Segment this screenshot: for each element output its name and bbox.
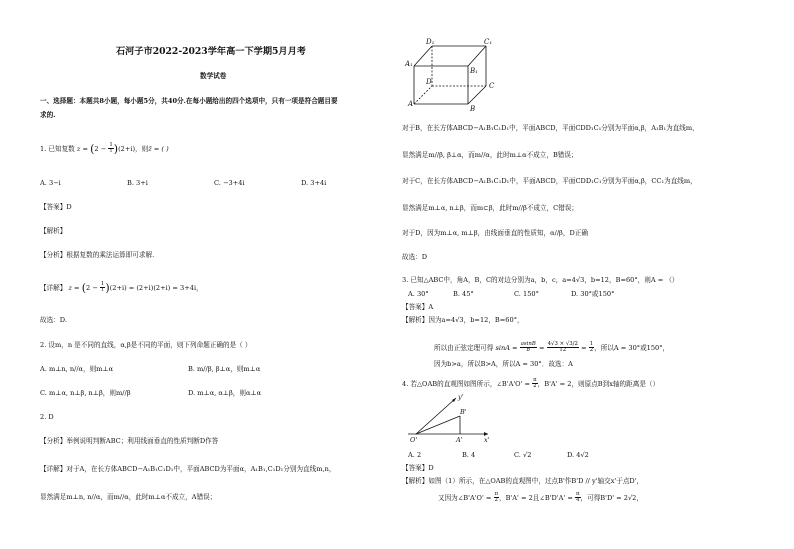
- q2-line-c: 对于C，在长方体ABCD−A₁B₁C₁D₁中，平面ABCD，平面CDD₁C₁分别为平面α,β，CC₁为直线m，: [402, 177, 697, 185]
- q3-sine-rule: [434, 342, 669, 354]
- paren-open: (: [81, 281, 86, 295]
- q3-option-c: C. 150°: [514, 290, 539, 298]
- q3-frac1-den: b: [526, 347, 530, 354]
- q4-deriv-frac1-num: π: [494, 491, 499, 497]
- q4-deriv-frac2-num: π: [575, 491, 580, 497]
- label-a1: A₁: [405, 60, 413, 68]
- q3-answer: 【答案】A: [402, 303, 434, 311]
- q2-line-b: 对于B，在长方体ABCD−A₁B₁C₁D₁中，平面ABCD，平面CDD₁C₁分别为平面α,β，A₁B₁为直线m，: [402, 124, 699, 132]
- q3-sin-lhs: sinA =: [495, 343, 518, 352]
- q4-stem-frac-num: π: [533, 377, 537, 383]
- label-y: y': [458, 393, 464, 401]
- q3-jiexi: 【解析】因为a=4√3，b=12，B=60°，: [402, 316, 524, 324]
- q1-option-a: A. 3−i: [40, 179, 61, 187]
- q3-frac-2: [547, 342, 579, 354]
- q1-xiangjie-frac-den: i: [101, 287, 104, 294]
- label-c1: C₁: [484, 38, 493, 46]
- q4-deriv-frac1-den: 2: [494, 497, 498, 504]
- q3-frac2-num: 4√3 × √3/2: [547, 341, 578, 347]
- q2-option-b: B. m//β, β⊥α，则m⊥α: [188, 365, 261, 373]
- q4-deriv-frac2-den: 4: [576, 497, 580, 504]
- edge-bc: [468, 86, 486, 104]
- q2-line-b2: 显然满足m//β, β⊥α，而m//α，此时m⊥α不成立，B错误；: [402, 151, 578, 159]
- q2-xiangjie-2: 显然满足m⊥n, n//α，而m//α，此时m⊥α不成立，A错误；: [40, 493, 217, 501]
- section-heading: 一、选择题：本题共8小题，每小题5分，共40分.在每小题给出的四个选项中，只有一项是符合题目要: [40, 97, 338, 105]
- q2-option-c: C. m⊥α, n⊥β, n⊥β，则m//β: [40, 389, 131, 397]
- q1-xiangjie-frac-num: 1: [100, 281, 105, 287]
- q1-stem-z: z =: [76, 144, 88, 153]
- q1-xiangjie-pre: 【详解】: [40, 283, 67, 292]
- q2-guxuan: 故选：D: [402, 253, 428, 261]
- q2-answer: 2. D: [40, 413, 54, 421]
- q3-frac3-num: 1: [589, 341, 594, 347]
- label-o: O': [410, 436, 418, 444]
- edge-b1c1: [468, 46, 486, 66]
- q3-eq-2: =: [581, 343, 587, 352]
- q4-figure: [404, 392, 494, 444]
- q3-eq-1: =: [538, 343, 545, 352]
- paren-close: ): [113, 142, 119, 156]
- q2-option-a: A. m⊥n, n//α，则m⊥α: [40, 365, 114, 373]
- q4-stem-mid: ，B'A' = 2，则原点B到x轴的距离是（）: [537, 379, 660, 388]
- q4-option-a: A. 2: [408, 451, 422, 459]
- q3-option-b: B. 45°: [453, 290, 474, 298]
- label-b: B: [470, 105, 476, 112]
- q1-fenxi: 【分析】根据复数的乘法运算即可求解.: [40, 251, 155, 259]
- label-b1: B₁: [470, 67, 478, 75]
- q1-stem-pre: 1. 已知复数: [40, 144, 75, 153]
- q1-xiangjie-z: z =: [68, 283, 80, 292]
- label-x: x': [484, 436, 490, 444]
- q2-line-d: 对于D，因为m⊥α, m⊥β，由线面垂直的性质知，α//β，D正确: [402, 229, 588, 237]
- q3-frac3-den: 2: [589, 347, 594, 354]
- page-subtitle: 数学试卷: [200, 72, 227, 80]
- q1-option-d: D. 3+4i: [301, 179, 327, 187]
- q4-deriv-post: ，可得B'D' = 2√2，: [580, 493, 643, 502]
- label-a: A': [456, 436, 463, 444]
- q3-sine-post: ，所以A = 30°或150°，: [594, 343, 670, 352]
- q1-jiexi: 【解析】: [40, 227, 67, 235]
- edge-ad: [414, 86, 432, 104]
- label-b: B': [460, 408, 467, 416]
- q1-option-c: C. −3+4i: [214, 179, 245, 187]
- cuboid-figure: [398, 36, 508, 112]
- q3-option-a: A. 30°: [408, 290, 429, 298]
- label-d1: D₁: [426, 38, 435, 46]
- q1-answer: 【答案】D: [40, 203, 72, 211]
- q4-deriv-pre: 又因为∠B'A'O' =: [438, 493, 492, 502]
- q3-option-d: D. 30°或150°: [571, 290, 615, 298]
- q1-xiangjie-mid: (2+i) = (2+i)(2+i) = 3+4i: [109, 283, 197, 292]
- q1-stem-zbar: z̄ = ( ): [148, 144, 169, 153]
- q3-stem: 3. 已知△ABC中，角A，B，C的对边分别为a，b，c，a=4√3，b=12，B=60°，则A = （）: [402, 276, 679, 284]
- q1-xiangjie-two: 2 −: [86, 283, 98, 292]
- q4-option-c: C. √2: [514, 451, 532, 459]
- q1-xiangjie: [40, 282, 203, 294]
- page-title: 石河子市2022-2023学年高一下学期5月月考: [116, 46, 306, 57]
- q3-conclusion: 因为b>a，所以B>A，所以A = 30°．故选：A: [434, 360, 573, 368]
- q1-frac-num: 1: [109, 142, 113, 148]
- q1-stem: [40, 143, 169, 155]
- q4-stem: [402, 378, 659, 390]
- q4-answer: 【答案】D: [402, 464, 434, 472]
- q4-option-d: D. 4√2: [567, 451, 589, 459]
- label-d: D: [426, 78, 432, 86]
- q3-frac-1: [520, 342, 537, 354]
- q1-stem-tail: (2+i): [118, 144, 136, 153]
- segment-ob: [416, 416, 460, 434]
- q4-jiexi: 【解析】如图（1）所示，在△OAB的直观图中，过点B'作B'D // y'轴交x'于点D'，: [402, 477, 644, 485]
- label-a: A: [408, 100, 414, 108]
- label-c: C: [489, 82, 495, 90]
- q2-option-d: D. m⊥α, α⊥β，则α⊥α: [188, 389, 262, 397]
- q2-stem: 2. 设m，n 是不同的直线，α,β是不同的平面，则下列命题正确的是（ ）: [40, 341, 252, 349]
- paren-close: ): [105, 281, 110, 295]
- q3-frac2-den: 12: [559, 347, 567, 354]
- edge-a1d1: [414, 46, 432, 66]
- section-heading-cont: 求的.: [40, 111, 56, 119]
- q4-stem-pre: 4. 若△OAB的直观图如图所示，∠B'A'O' =: [402, 379, 531, 388]
- q3-frac1-num: asinB: [520, 341, 536, 347]
- q2-xiangjie: 【详解】对于A，在长方体ABCD−A₁B₁C₁D₁中，平面ABCD为平面α，A₁B₁,C₁D₁分别为直线m,n，: [40, 465, 336, 473]
- q1-frac-den: i: [110, 148, 112, 155]
- q4-option-b: B. 4: [462, 451, 476, 459]
- y-axis: [416, 398, 456, 434]
- q4-deriv-mid: ，B'A' = 2且∠B'D'A' =: [499, 493, 573, 502]
- paren-open: (: [90, 142, 95, 156]
- q2-fenxi: 【分析】举例说明判断ABC；利用线面垂直的性质判断D作答: [40, 437, 219, 445]
- q1-xiangjie-end: ，: [196, 283, 203, 292]
- q1-stem-post: ，则: [135, 144, 149, 153]
- q2-line-c2: 显然满足m⊥α, n⊥β，而m⊂β，此时m//β不成立，C错误；: [402, 204, 578, 212]
- q4-derivation: [438, 492, 643, 504]
- q3-sine-pre: 所以由正弦定理可得: [434, 343, 494, 352]
- q1-stem-two: 2 −: [94, 144, 107, 153]
- q1-guxuan: 故选：D.: [40, 316, 67, 324]
- q1-option-b: B. 3+i: [127, 179, 148, 187]
- q4-stem-frac-den: 2: [533, 383, 537, 390]
